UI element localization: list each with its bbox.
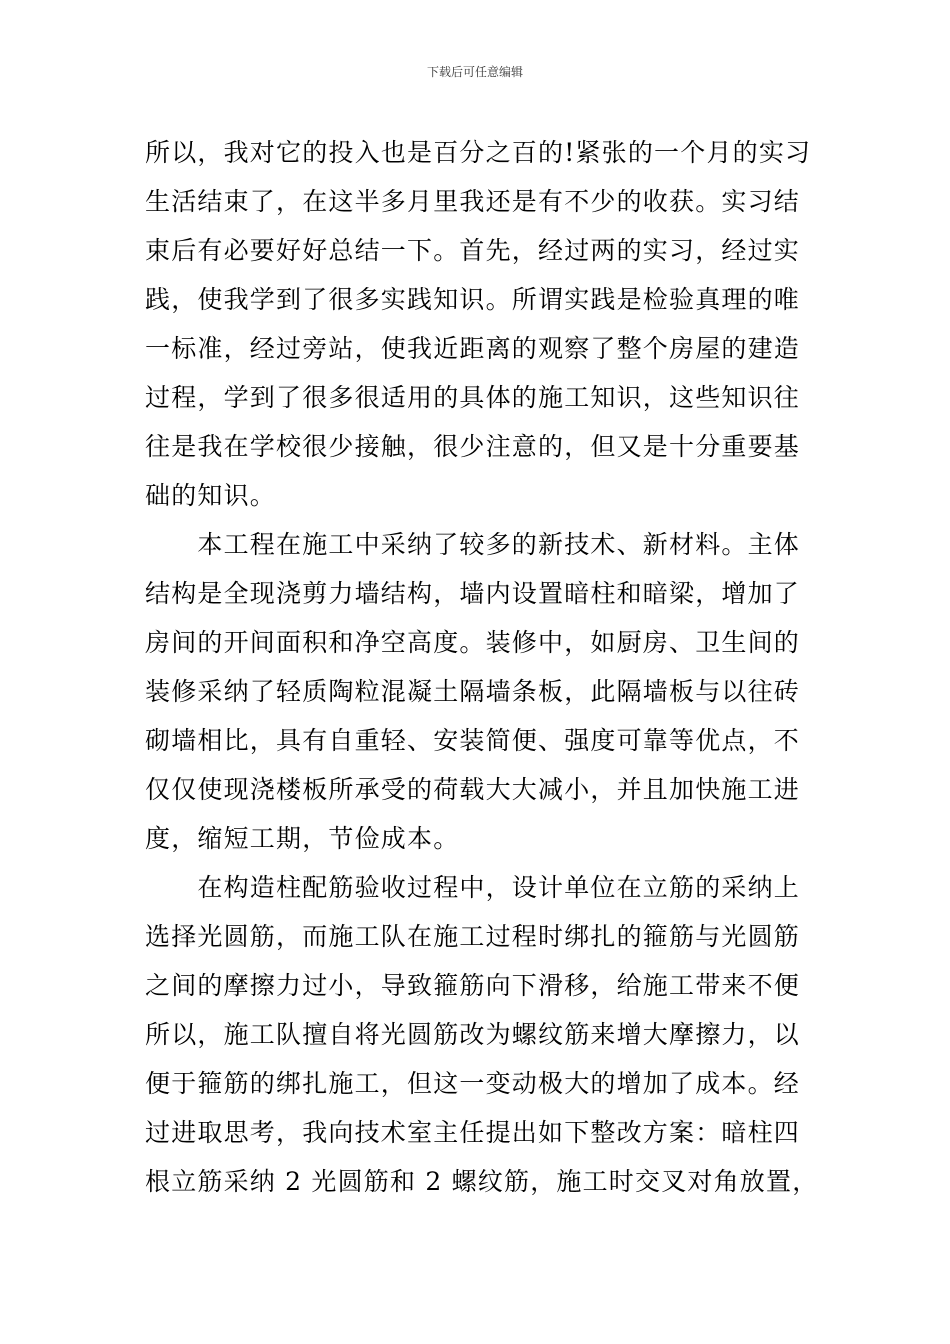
- text-line: 根立筋采纳 2 光圆筋和 2 螺纹筋，施工时交叉对角放置，: [145, 1167, 819, 1196]
- text-line: 砌墙相比，具有自重轻、安装简便、强度可靠等优点，不: [145, 726, 801, 755]
- text-line: 础的知识。: [145, 481, 277, 510]
- paragraph-1: [145, 128, 812, 520]
- text-line: 所以，施工队擅自将光圆筋改为螺纹筋来增大摩擦力，以: [145, 1020, 801, 1049]
- text-line: 过程，学到了很多很适用的具体的施工知识，这些知识往: [145, 383, 801, 412]
- text-line: 过进取思考，我向技术室主任提出如下整改方案：暗柱四: [145, 1118, 801, 1147]
- text-line: 所以，我对它的投入也是百分之百的!紧张的一个月的实习: [145, 138, 812, 167]
- text-line: 束后有必要好好总结一下。首先，经过两的实习，经过实: [145, 236, 801, 265]
- text-line: 之间的摩擦力过小，导致箍筋向下滑移，给施工带来不便: [145, 971, 801, 1000]
- text-line: 装修采纳了轻质陶粒混凝土隔墙条板，此隔墙板与以往砖: [145, 677, 801, 706]
- paragraph-3: [145, 863, 819, 1206]
- text-line: 便于箍筋的绑扎施工，但这一变动极大的增加了成本。经: [145, 1069, 801, 1098]
- text-line: 一标准，经过旁站，使我近距离的观察了整个房屋的建造: [145, 334, 801, 363]
- page-header: 下载后可任意编辑: [426, 65, 523, 79]
- text-line: 房间的开间面积和净空高度。装修中，如厨房、卫生间的: [145, 628, 801, 657]
- document-body: [145, 128, 819, 1206]
- text-line: 仅仅使现浇楼板所承受的荷载大大减小，并且加快施工进: [145, 775, 801, 804]
- text-line: 在构造柱配筋验收过程中，设计单位在立筋的采纳上: [145, 873, 801, 902]
- text-line: 本工程在施工中采纳了较多的新技术、新材料。主体: [145, 530, 801, 559]
- paragraph-2: [145, 520, 805, 863]
- text-line: 践，使我学到了很多实践知识。所谓实践是检验真理的唯: [145, 285, 801, 314]
- text-line: 往是我在学校很少接触，很少注意的，但又是十分重要基: [145, 432, 801, 461]
- text-line: 选择光圆筋，而施工队在施工过程时绑扎的箍筋与光圆筋: [145, 922, 801, 951]
- text-line: 度，缩短工期，节俭成本。: [145, 824, 460, 853]
- text-line: 生活结束了，在这半多月里我还是有不少的收获。实习结: [145, 187, 801, 216]
- text-line: 结构是全现浇剪力墙结构，墙内设置暗柱和暗梁，增加了: [145, 579, 801, 608]
